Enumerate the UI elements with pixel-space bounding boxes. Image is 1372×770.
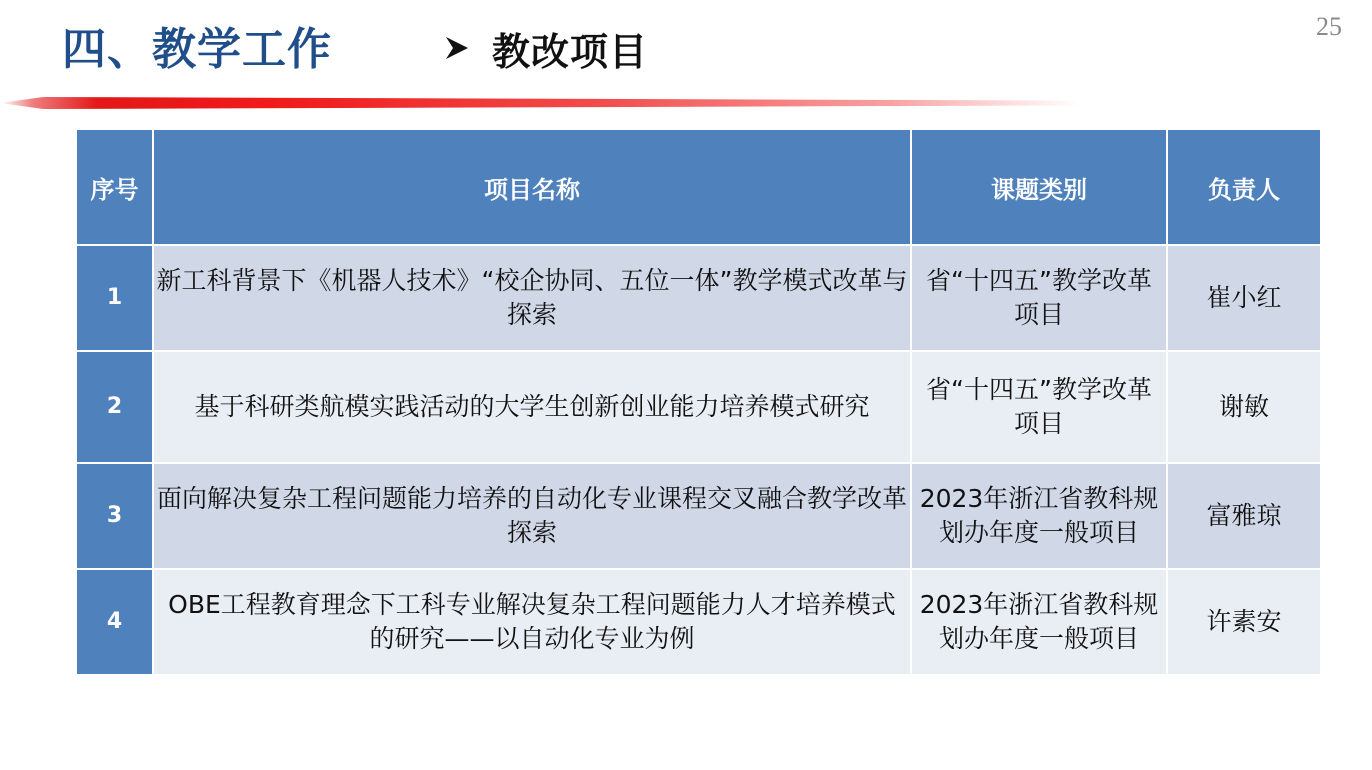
projects-table-container [75,128,1320,676]
header-index: 序号 [76,129,153,245]
row-leader: 富雅琼 [1167,463,1321,569]
row-category: 2023年浙江省教科规划办年度一般项目 [911,463,1167,569]
projects-table [75,128,1322,676]
header-category: 课题类别 [911,129,1167,245]
table-header-row [76,129,1321,245]
row-category: 省“十四五”教学改革项目 [911,245,1167,351]
row-category: 省“十四五”教学改革项目 [911,351,1167,463]
arrow-bullet-icon [444,35,470,61]
page-number: 25 [1316,12,1342,41]
table-row [76,351,1321,463]
row-project-name: OBE工程教育理念下工科专业解决复杂工程问题能力人才培养模式的研究——以自动化专业为例 [153,569,911,675]
row-index: 4 [76,569,153,675]
section-heading [444,22,648,74]
row-leader: 崔小红 [1167,245,1321,351]
row-index: 1 [76,245,153,351]
header-project-name: 项目名称 [153,129,911,245]
row-project-name: 新工科背景下《机器人技术》“校企协同、五位一体”教学模式改革与探索 [153,245,911,351]
table-row [76,569,1321,675]
row-index: 3 [76,463,153,569]
row-project-name: 面向解决复杂工程问题能力培养的自动化专业课程交叉融合教学改革探索 [153,463,911,569]
row-project-name: 基于科研类航模实践活动的大学生创新创业能力培养模式研究 [153,351,911,463]
header-leader: 负责人 [1167,129,1321,245]
section-title: 教改项目 [492,29,649,74]
red-divider-line [0,97,1080,109]
table-row [76,463,1321,569]
row-category: 2023年浙江省教科规划办年度一般项目 [911,569,1167,675]
page-title: 四、教学工作 [62,24,332,75]
row-index: 2 [76,351,153,463]
table-row [76,245,1321,351]
row-leader: 许素安 [1167,569,1321,675]
row-leader: 谢敏 [1167,351,1321,463]
